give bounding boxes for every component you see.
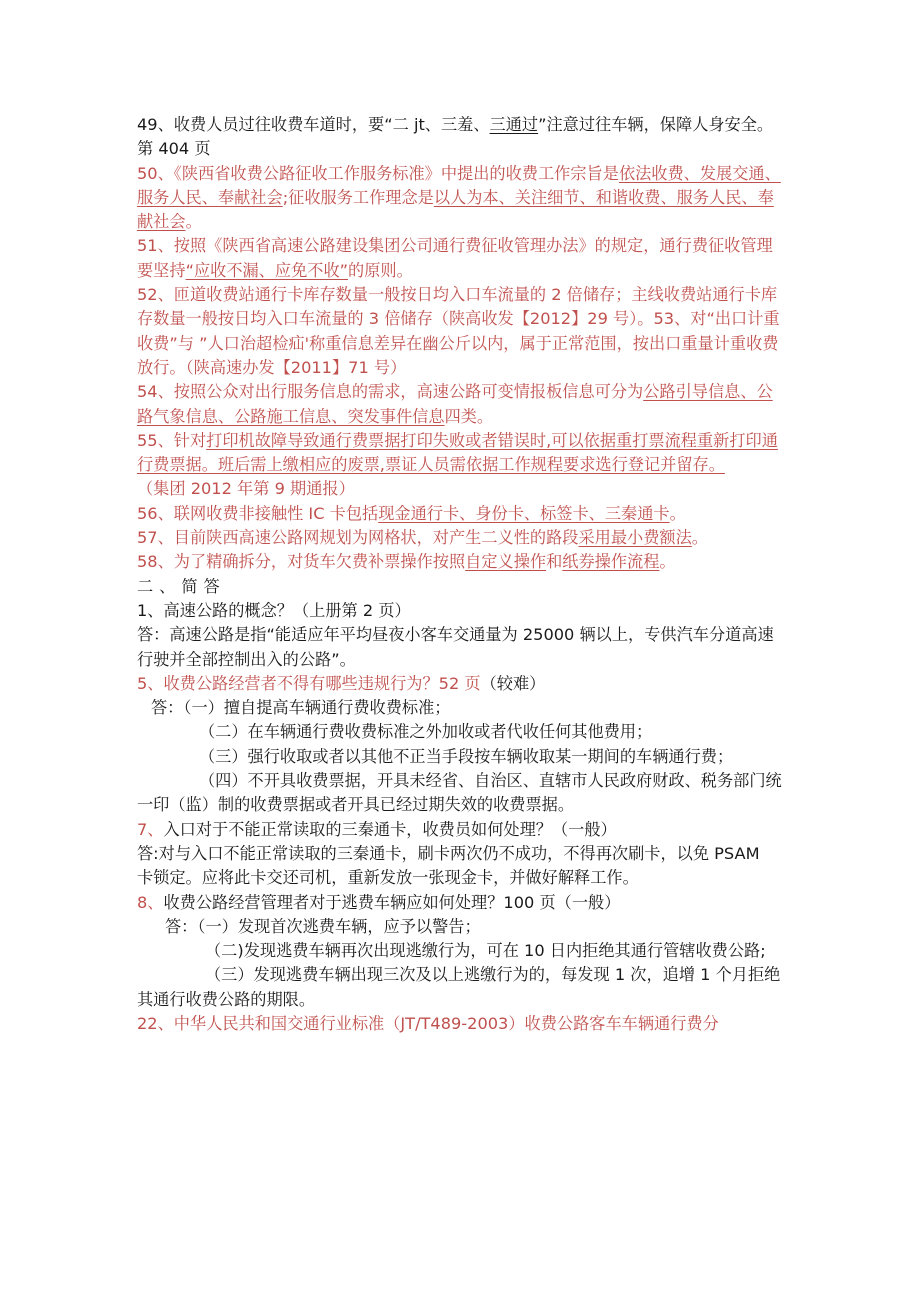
- item-51-answer: “应收不漏、应免不收”: [185, 260, 349, 280]
- item-58: [137, 550, 787, 574]
- qa-5-answer-4-text: （四）不开具收费票据，开具未经省、自治区、直辖市人民政府财政、税务部门统一印（监）制的收费票据或者开具已经过期失效的收费票据。: [137, 771, 782, 815]
- item-49-text-c: ”注意过往车辆，保障人身安全。第 404 页: [137, 115, 774, 159]
- item-50-text-c: ;征收服务工作理念是: [282, 187, 434, 207]
- qa-5-difficulty: （较难）: [480, 673, 546, 693]
- item-58-text-e: 。: [659, 552, 676, 572]
- document-page: [137, 113, 787, 1036]
- qa-7-question: [137, 818, 787, 842]
- item-50-text-a: 50、《陕西省收费公路征收工作服务标准》中提出的收费工作宗旨是: [137, 163, 619, 183]
- qa-1-answer: 答：高速公路是指“能适应年平均昼夜小客车交通量为 25000 辆以上，专供汽车分道高速行驶并全部控制出入的公路”。: [137, 625, 774, 669]
- section-heading: 二、简答: [137, 576, 226, 596]
- item-55-answer: 打印机故障导致通行费票据打印失败或者错误时,可以依据重打票流程重新打印通行费票据。班后需上缴相应的废票,票证人员需依据工作规程要求选行登记并留存。: [137, 430, 778, 475]
- qa-8-answer-3: [137, 963, 787, 1012]
- item-49-text-a: 49、收费人员过往收费车道时，要“二 jt、三羞、: [137, 115, 490, 134]
- item-57-answer: 采用最小费额法: [578, 528, 692, 548]
- item-49-underlined: 三通过: [489, 115, 539, 134]
- item-57: [137, 526, 787, 550]
- item-54: [137, 380, 787, 429]
- item-56-text-a: 56、联网收费非接触性 IC 卡包括: [137, 503, 379, 523]
- qa-5-answer-4: [137, 769, 787, 818]
- item-56-text-c: 。: [669, 503, 686, 523]
- qa-7-answer: [137, 842, 787, 891]
- item-51: [137, 234, 787, 283]
- item-50-text-e: 。: [185, 212, 202, 232]
- qa-8-answer-3-text: （三）发现逃费车辆出现三次及以上逃缴行为的，每发现 1 次，追增 1 个月拒绝其通行收费公路的期限。: [137, 965, 781, 1009]
- item-58-text-c: 和: [546, 552, 563, 572]
- item-54-text-c: 四类。: [444, 406, 494, 426]
- item-58-answer-2: 纸券操作流程: [562, 552, 660, 572]
- item-58-text-a: 58、为了精确拆分，对货车欠费补票操作按照: [137, 552, 466, 572]
- item-55-source: （集团 2012 年第 9 期通报）: [137, 479, 355, 499]
- item-50-answer-2: 以人为本、关注细节、和谐收费、服务人民、奉献社会: [137, 187, 774, 232]
- qa-5-question-text: 5、收费公路经营者不得有哪些违规行为？52 页: [137, 673, 481, 693]
- item-51-text-c: 的原则。: [348, 260, 413, 280]
- item-50-answer-1: 依法收费、发展交通、服务人民、奉献社会: [137, 163, 781, 207]
- item-49: [137, 113, 787, 162]
- item-58-answer-1: 自定义操作: [465, 552, 547, 572]
- item-57-text-c: 。: [691, 528, 708, 548]
- item-55-text-a: 55、针对: [137, 430, 207, 450]
- item-55: [137, 429, 787, 502]
- qa-5-answer-1: 答：（一）擅自提高车辆通行费收费标准；: [151, 698, 451, 718]
- qa-8-answer-2: （二)发现逃费车辆再次出现逃缴行为，可在 10 日内拒绝其通行管辖收费公路;: [205, 941, 766, 961]
- qa-8-question: [137, 891, 787, 915]
- item-52-53: [137, 283, 787, 380]
- qa-7-number: 7、: [137, 819, 164, 839]
- qa-8-answer-1: 答：（一）发现首次逃费车辆，应予以警告；: [165, 916, 481, 936]
- item-52-text: 52、匝道收费站通行卡库存数量一般按日均入口车流量的 2 倍储存；主线收费站通行卡库存数量一般按日均入口车流量的 3 倍储存（陕高收发【2012】29 号）。53、对“出口计重收费”与 ”人口治超检疝'称重信息差异在幽公斤以内，属于正常范围，按出口重量计重收费放行。（陕高速办发【2011】71 号）: [137, 285, 780, 377]
- qa-22-question: 22、中华人民共和国交通行业标准（JT/T489-2003）收费公路客车车辆通行费分: [137, 1013, 719, 1033]
- item-54-answer: 公路引导信息、公路气象信息、公路施工信息、突发事件信息: [137, 382, 773, 426]
- qa-8-question-text: 收费公路经营管理者对于逃费车辆应如何处理？100 页（一般）: [163, 892, 621, 912]
- item-57-text-a: 57、目前陕西高速公路网规划为网格状，对产生二义性的路段: [137, 528, 579, 548]
- qa-5-answer-2: （二）在车辆通行费收费标准之外加收或者代收任何其他费用；: [199, 722, 653, 742]
- qa-5-question: [137, 672, 787, 696]
- item-56-answer: 现金通行卡、身份卡、标签卡、三秦通卡: [378, 503, 670, 523]
- qa-8-number: 8、: [137, 892, 164, 912]
- item-54-text-a: 54、按照公众对出行服务信息的需求，高速公路可变情报板信息可分为: [137, 382, 644, 402]
- qa-7-answer-line-1: 答:对与入口不能正常读取的三秦通卡，刷卡两次仍不成功，不得再次刷卡，以免 PSAM: [137, 843, 760, 863]
- item-51-text-a: 51、按照《陕西省高速公路建设集团公司通行费征收管理办法》的规定，通行费征收管理要坚持: [137, 236, 773, 280]
- qa-7-question-text: 入口对于不能正常读取的三秦通卡，收费员如何处理？（一般）: [163, 819, 617, 839]
- item-50: [137, 162, 787, 235]
- qa-5-answer-3: （三）强行收取或者以其他不正当手段按车辆收取某一期间的车辆通行费；: [199, 746, 734, 766]
- item-56: [137, 502, 787, 526]
- qa-7-answer-line-2: 卡锁定。应将此卡交还司机，重新发放一张现金卡，并做好解释工作。: [137, 868, 639, 888]
- qa-1-question: 1、高速公路的概念？（上册第 2 页）: [137, 600, 411, 620]
